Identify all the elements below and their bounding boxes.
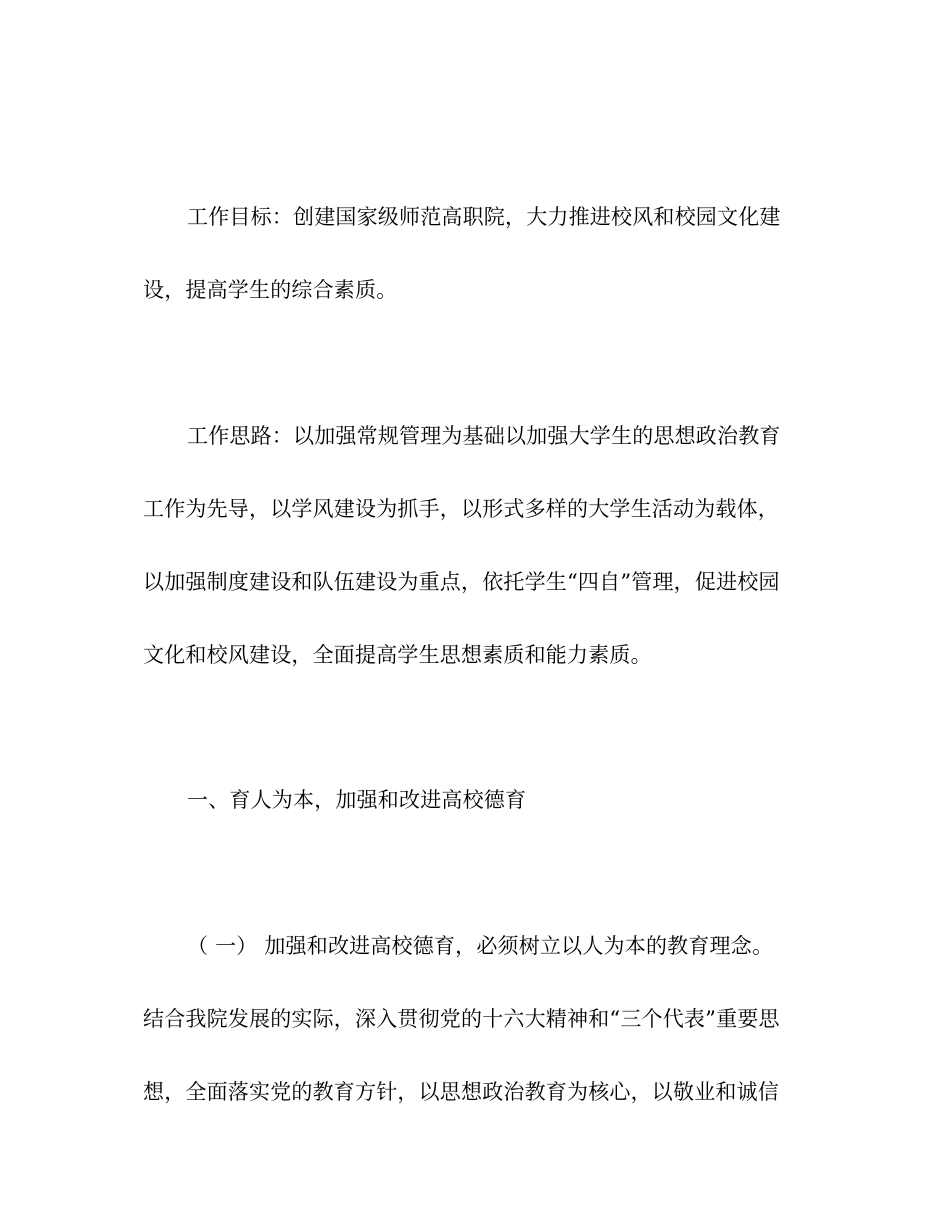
paragraph-subsection-1-line-1: （ 一） 加强和改进高校德育，必须树立以人为本的教育理念。 bbox=[187, 934, 774, 958]
paragraph-subsection-1-line-2: 结合我院发展的实际，深入贯彻党的十六大精神和“三个代表”重要思 bbox=[143, 1007, 780, 1031]
paragraph-approach-line-2: 工作为先导，以学风建设为抓手，以形式多样的大学生活动为载体， bbox=[143, 497, 779, 521]
paragraph-approach-line-4: 文化和校风建设，全面提高学生思想素质和能力素质。 bbox=[143, 643, 652, 667]
paragraph-goal-line-2: 设，提高学生的综合素质。 bbox=[143, 278, 398, 302]
section-heading-1: 一、育人为本，加强和改进高校德育 bbox=[187, 788, 527, 812]
paragraph-goal-line-1: 工作目标：创建国家级师范高职院，大力推进校风和校园文化建 bbox=[187, 205, 781, 229]
paragraph-subsection-1-line-3: 想，全面落实党的教育方针，以思想政治教育为核心，以敬业和诚信 bbox=[143, 1080, 779, 1104]
paragraph-approach-line-3: 以加强制度建设和队伍建设为重点，依托学生“四自”管理，促进校园 bbox=[143, 570, 780, 594]
paragraph-approach-line-1: 工作思路：以加强常规管理为基础以加强大学生的思想政治教育 bbox=[187, 424, 781, 448]
